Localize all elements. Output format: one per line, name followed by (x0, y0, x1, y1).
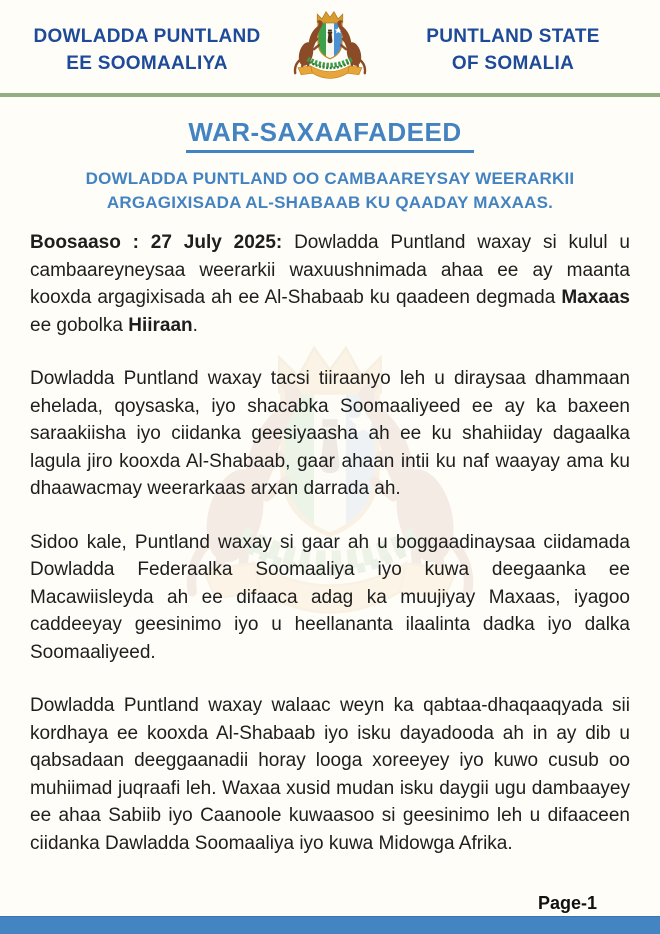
paragraph-3: Sidoo kale, Puntland waxay si gaar ah u boggaadinaysaa ciidamada Dowladda Federaalka Soomaaliya iyo kuwa deegaanka ee Macawiisleyda ah ee difaaca adag ka muujiyay Maxaas, iyagoo caddeeyay geesinimo iyo u heellananta ilaalinta dadka iyo dalka Soomaaliyeed. (30, 531, 630, 663)
page-title (30, 117, 630, 153)
page-title-text: WAR-SAXAAFADEED (186, 117, 473, 153)
header-right-line2: OF SOMALIA (451, 53, 575, 74)
document-subtitle: DOWLADDA PUNTLAND OO CAMBAAREYSAY WEERARKII ARGAGIXISADA AL-SHABAAB KU QAADAY MAXAAS. (85, 169, 575, 212)
header-right-title (380, 23, 646, 77)
document-body (30, 229, 630, 857)
header-left-line1: DOWLADDA PUNTLAND (33, 26, 261, 47)
header-left-title (14, 23, 280, 77)
puntland-coat-of-arms-icon (280, 8, 380, 92)
header (14, 10, 646, 90)
page-number: Page-1 (537, 893, 597, 913)
paragraph-4: Dowladda Puntland waxay walaac weyn ka qabtaa-dhaqaaqyada sii kordhaya ee kooxda Al-Shabaab iyo isku dayadooda ah in ay dib u qabsadaan deeggaanadii horay looga xoreeyey iyo kuwo cusub oo muhiimad juqraafi leh. Waxaa xusid mudan isku daygii ugu dambaayey ee ahaa Sabiib iyo Caanoole kuwaasoo si geesinimo leh u difaaceen ciidanka Dawladda Soomaaliya iyo kuwa Midowga Afrika. (30, 695, 630, 854)
header-right-line1: PUNTLAND STATE (426, 26, 600, 47)
paragraph-1: Boosaaso : 27 July 2025: Dowladda Puntland waxay si kulul u cambaareyneysaa weerarkii waxuushnimada ahaa ee ay maanta kooxda argagixisada ah ee Al-Shabaab ku qaadeen degmada Maxaas ee gobolka Hiiraan. (30, 232, 630, 336)
header-left-line2: EE SOOMAALIYA (66, 53, 228, 74)
document-content (30, 97, 630, 883)
footer-bar (0, 916, 660, 934)
paragraph-2: Dowladda Puntland waxay tacsi tiiraanyo leh u diraysaa dhammaan ehelada, qoysaska, iyo shacabka Soomaaliyeed ee ay ka baxeen saraakiisha iyo ciidanka geesiyaasha ah ee ku shahiiday dagaalka lagula jiro kooxda Al-Shabaab, gaar ahaan intii ku naf waayay ama ku dhaawacmay weerarkaas arxan darrada ah. (30, 368, 630, 499)
